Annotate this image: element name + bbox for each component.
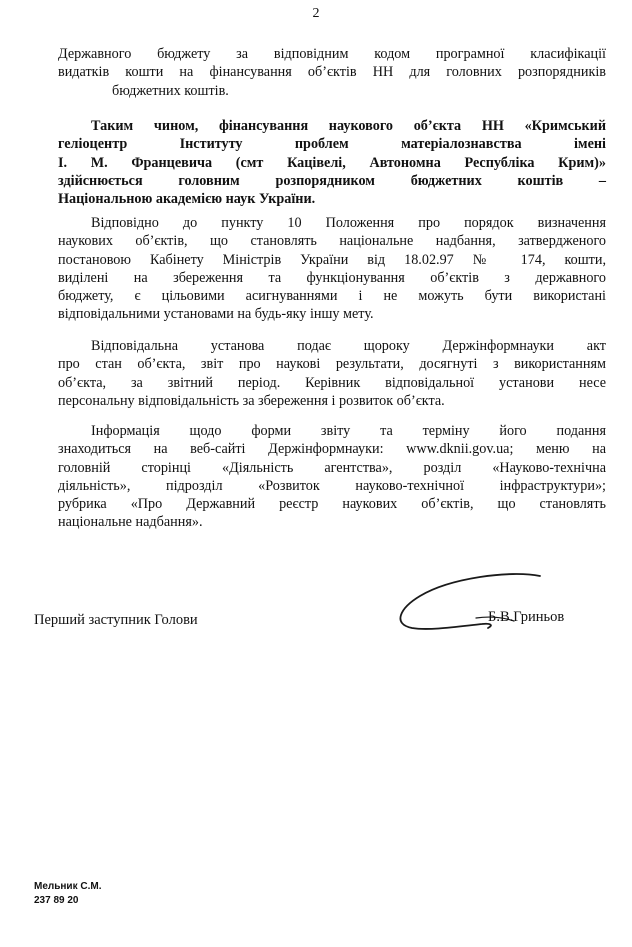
text-line: про стан об’єкта, звіт про наукові результати, досягнуті з використанням [58, 356, 606, 373]
paragraph-2 [58, 117, 606, 208]
text-line: І. М. Францевича (смт Кацівелі, Автономна Республіка Крим)» [58, 154, 606, 171]
paragraph-5 [58, 422, 606, 532]
text-line: видатків кошти на фінансування об’єктів НН для головних розпорядників [58, 64, 606, 81]
text-line: наукових об’єктів, що становлять національне надбання, затвердженого [58, 233, 606, 250]
text-line: геліоцентр Інституту проблем матеріалознавства імені [58, 136, 606, 153]
executor-phone: 237 89 20 [34, 895, 79, 906]
text-line: бюджетних коштів. [112, 82, 229, 99]
text-line: головній сторінці «Діяльність агентства», розділ «Науково-технічна [58, 459, 606, 476]
text-line: відповідальними установами на будь-яку іншу мету. [58, 306, 374, 323]
paragraph-3 [58, 214, 606, 324]
text-line: знаходиться на веб-сайті Держінформнауки: www.dknii.gov.ua; меню на [58, 441, 606, 458]
paragraph-1 [58, 45, 606, 100]
signatory-name: Б.В.Гриньов [488, 609, 565, 625]
text-line: Відповідальна установа подає щороку Держінформнауки акт [91, 338, 606, 354]
text-line: Відповідно до пункту 10 Положення про порядок визначення [91, 215, 606, 231]
text-line: постановою Кабінету Міністрів України від 18.02.97 № 174, кошти, [58, 251, 606, 268]
text-line: Таким чином, фінансування наукового об’єкта НН «Кримський [91, 118, 606, 134]
text-line: рубрика «Про Державний реєстр наукових об’єктів, що становлять [58, 496, 606, 513]
executor-name: Мельник С.М. [34, 881, 102, 892]
text-line: виділені на збереження та функціонування об’єктів з державного [58, 269, 606, 286]
handwritten-signature [390, 568, 550, 638]
text-line: об’єкта, за звітний період. Керівник відповідальної установи несе [58, 374, 606, 391]
text-line: персональну відповідальність за збереження і розвиток об’єкта. [58, 392, 445, 409]
page-number: 2 [312, 6, 320, 21]
text-line: здійснюється головним розпорядником бюджетних коштів – [58, 172, 606, 189]
text-line: Національною академією наук України. [58, 191, 316, 208]
executor-info [34, 880, 101, 908]
paragraph-4 [58, 337, 606, 410]
text-line: бюджету, є цільовими асигнуваннями і не можуть бути використані [58, 288, 606, 305]
text-line: діяльність», підрозділ «Розвиток науково-технічної інфраструктури»; [58, 477, 606, 494]
signatory-position: Перший заступник Голови [34, 612, 198, 628]
text-line: Інформація щодо форми звіту та терміну його подання [91, 423, 606, 439]
text-line: Державного бюджету за відповідним кодом програмної класифікації [58, 46, 606, 62]
text-line: національне надбання». [58, 514, 203, 531]
